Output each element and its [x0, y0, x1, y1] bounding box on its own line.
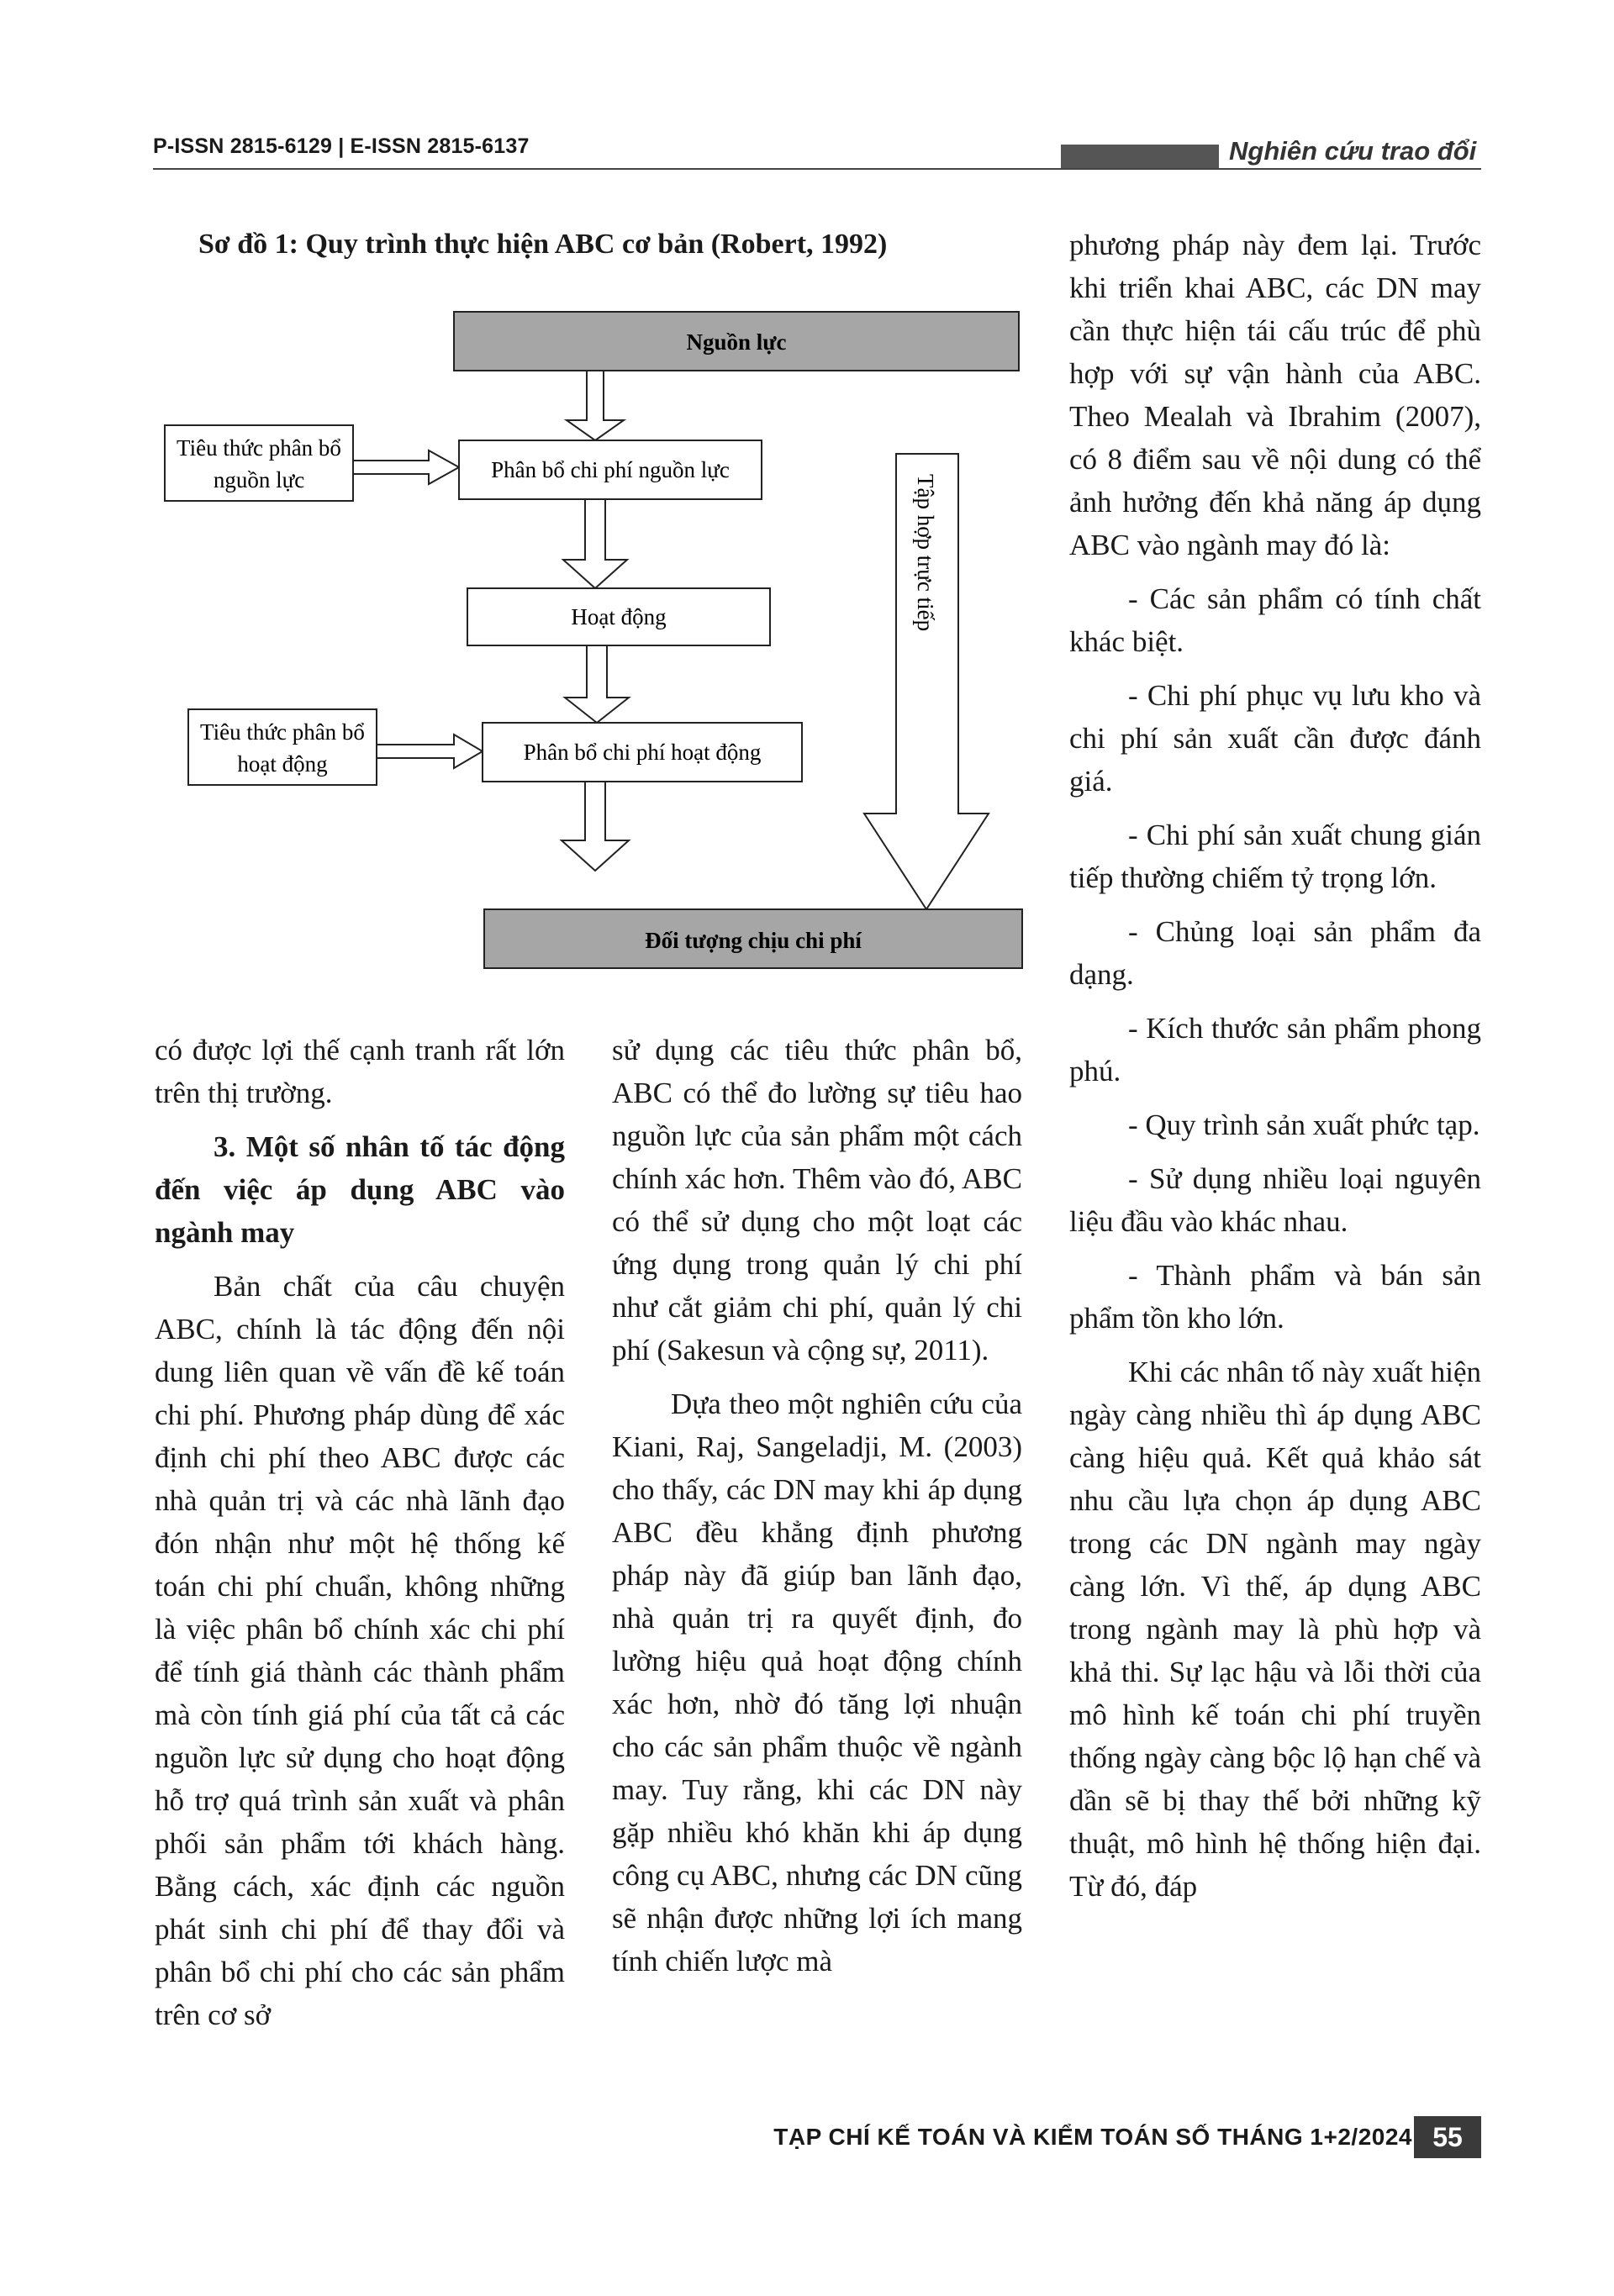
list-item: - Chi phí sản xuất chung gián tiếp thường chiếm tỷ trọng lớn.	[1069, 819, 1481, 894]
column-right	[1069, 224, 1481, 1919]
column-left	[155, 1029, 565, 2047]
activity-driver-line1: Tiêu thức phân bổ	[200, 719, 365, 745]
diagram-title: Sơ đồ 1: Quy trình thực hiện ABC cơ bản (Robert, 1992)	[198, 229, 888, 260]
paragraph: có được lợi thế cạnh tranh rất lớn trên thị trường.	[155, 1034, 565, 1109]
resource-alloc-label: Phân bổ chi phí nguồn lực	[491, 457, 730, 482]
header-issn: P-ISSN 2815-6129 | E-ISSN 2815-6137	[153, 134, 530, 158]
abc-process-diagram	[151, 303, 1034, 975]
down-arrow-2	[563, 499, 627, 588]
paragraph: sử dụng các tiêu thức phân bổ, ABC có thể đo lường sự tiêu hao nguồn lực của sản phẩm một cách chính xác hơn. Thêm vào đó, ABC có thể sử dụng cho một loạt các ứng dụng trong quản lý chi phí như cắt giảm chi phí, quản lý chi phí (Sakesun và cộng sự, 2011).	[612, 1034, 1022, 1367]
right-arrow-2	[377, 735, 483, 768]
list-item: - Các sản phẩm có tính chất khác biệt.	[1069, 582, 1481, 658]
down-arrow-4	[562, 782, 629, 871]
list-item: - Quy trình sản xuất phức tạp.	[1128, 1109, 1480, 1141]
list-item: - Thành phẩm và bán sản phẩm tồn kho lớn.	[1069, 1259, 1481, 1335]
activity-driver-line2: hoạt động	[237, 751, 328, 777]
column-middle	[612, 1029, 1022, 1993]
footer-journal: TẠP CHÍ KẾ TOÁN VÀ KIỂM TOÁN SỐ THÁNG 1+2/2024	[773, 2124, 1412, 2150]
list-item: - Sử dụng nhiều loại nguyên liệu đầu vào khác nhau.	[1069, 1162, 1481, 1238]
cost-objects-label: Đối tượng chịu chi phí	[645, 928, 862, 953]
header-rule	[153, 168, 1481, 170]
resource-driver-line1: Tiêu thức phân bổ	[177, 435, 341, 461]
list-item: - Chủng loại sản phẩm đa dạng.	[1069, 915, 1481, 991]
activity-alloc-label: Phân bổ chi phí hoạt động	[523, 740, 762, 765]
down-arrow-1	[567, 371, 624, 440]
right-arrow-1	[353, 450, 459, 484]
paragraph: Dựa theo một nghiên cứu của Kiani, Raj, Sangeladji, M. (2003) cho thấy, các DN may khi áp dụng ABC đều khẳng định phương pháp này đã giúp ban lãnh đạo, nhà quản trị ra quyết định, đo lường hiệu quả hoạt động chính xác hơn, nhờ đó tăng lợi nhuận cho các sản phẩm thuộc về ngành may. Tuy rằng, khi các DN này gặp nhiều khó khăn khi áp dụng công cụ ABC, nhưng các DN cũng sẽ nhận được những lợi ích mang tính chiến lược mà	[612, 1388, 1022, 1977]
resource-driver-line2: nguồn lực	[213, 467, 305, 492]
direct-tracing-label: Tập hợp trực tiếp	[913, 474, 938, 632]
list-item: - Kích thước sản phẩm phong phú.	[1069, 1012, 1481, 1087]
page-number: 55	[1414, 2116, 1481, 2158]
list-item: - Chi phí phục vụ lưu kho và chi phí sản xuất cần được đánh giá.	[1069, 679, 1481, 798]
header-bar	[1061, 145, 1219, 170]
down-arrow-3	[565, 645, 629, 723]
activities-label: Hoạt động	[571, 604, 667, 629]
header-section: Nghiên cứu trao đổi	[1229, 136, 1477, 166]
resources-label: Nguồn lực	[686, 329, 787, 355]
paragraph: Khi các nhân tố này xuất hiện ngày càng nhiều thì áp dụng ABC càng hiệu quả. Kết quả khảo sát nhu cầu lựa chọn áp dụng ABC trong các DN ngành may ngày càng lớn. Vì thế, áp dụng ABC trong ngành may là phù hợp và khả thi. Sự lạc hậu và lỗi thời của mô hình kế toán chi phí truyền thống ngày càng bộc lộ hạn chế và dần sẽ bị thay thế bởi những kỹ thuật, mô hình hệ thống hiện đại. Từ đó, đáp	[1069, 1356, 1481, 1903]
paragraph: Bản chất của câu chuyện ABC, chính là tác động đến nội dung liên quan về vấn đề kế toán chi phí. Phương pháp dùng để xác định chi phí theo ABC được các nhà quản trị và các nhà lãnh đạo đón nhận như một hệ thống kế toán chi phí chuẩn, không những là việc phân bổ chính xác chi phí để tính giá thành các thành phẩm mà còn tính giá phí của tất cả các nguồn lực sử dụng cho hoạt động hỗ trợ quá trình sản xuất và phân phối sản phẩm tới khách hàng. Bằng cách, xác định các nguồn phát sinh chi phí để thay đổi và phân bổ chi phí cho các sản phẩm trên cơ sở	[155, 1270, 565, 2031]
section-heading: 3. Một số nhân tố tác động đến việc áp dụng ABC vào ngành may	[155, 1130, 565, 1249]
paragraph: phương pháp này đem lại. Trước khi triển khai ABC, các DN may cần thực hiện tái cấu trúc để phù hợp với sự vận hành của ABC. Theo Mealah và Ibrahim (2007), có 8 điểm sau về nội dung có thể ảnh hưởng đến khả năng áp dụng ABC vào ngành may đó là:	[1069, 229, 1481, 561]
